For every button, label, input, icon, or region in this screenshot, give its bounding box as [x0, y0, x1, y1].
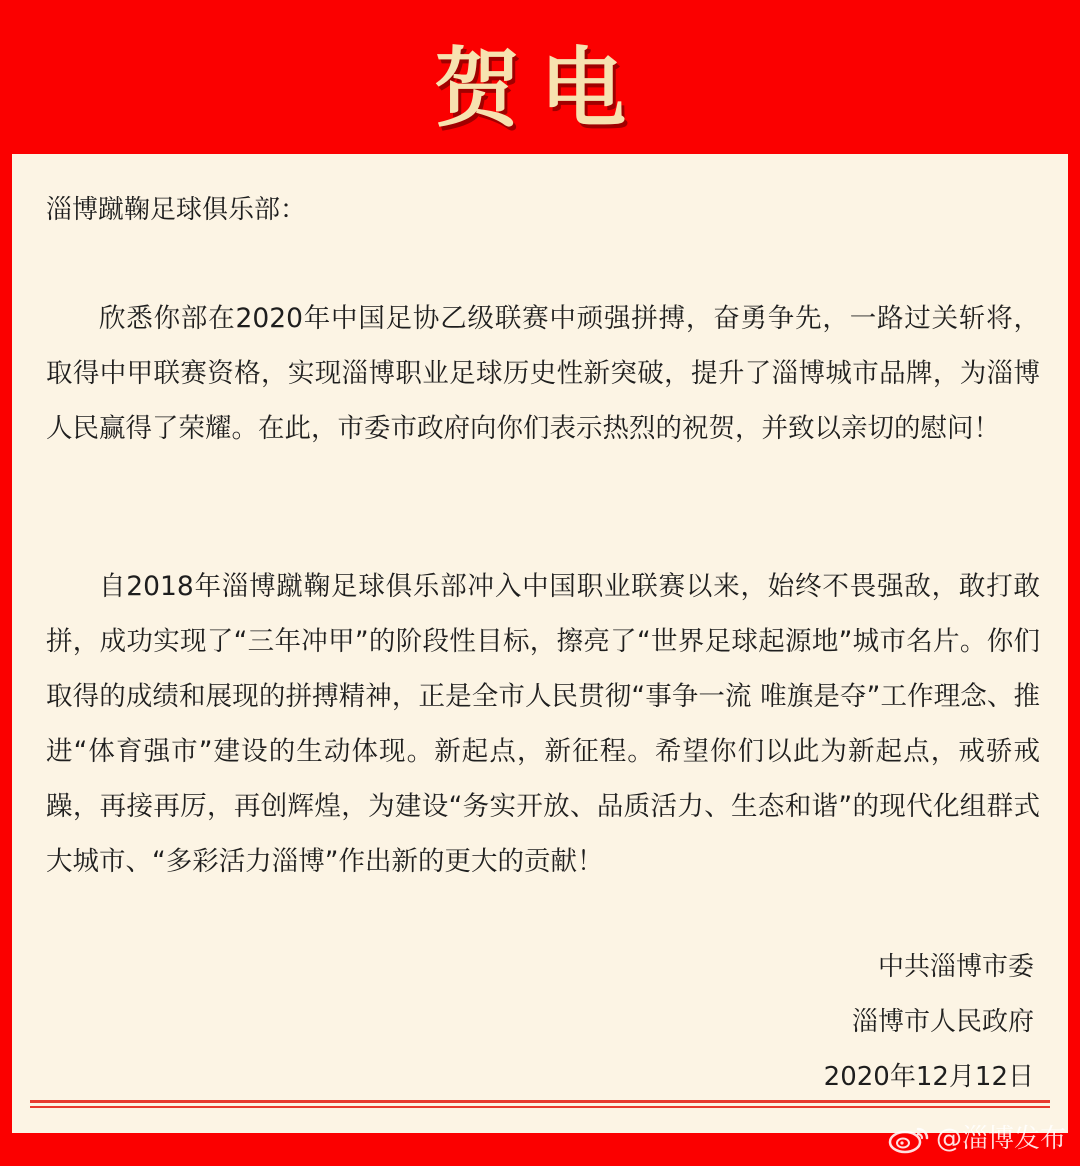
signature-org-government: 淄博市人民政府 [851, 1007, 1034, 1037]
weibo-icon [888, 1124, 930, 1154]
watermark-text: @淄博发布 [935, 1124, 1066, 1154]
signature-date: 2020年12月12日 [823, 1062, 1034, 1092]
page-title: 贺电 [434, 39, 646, 139]
divider-line-bottom [30, 1106, 1050, 1108]
salutation: 淄博蹴鞠足球俱乐部： [46, 195, 307, 225]
signature-org-party-committee: 中共淄博市委 [877, 952, 1034, 982]
paragraph-1: 欣悉你部在2020年中国足协乙级联赛中顽强拼搏，奋勇争先，一路过关斩将，取得中甲联赛资格，实现淄博职业足球历史性新突破，提升了淄博城市品牌，为淄博人民赢得了荣耀。在此，市委市政府向你们表示热烈的祝贺，并致以亲切的慰问！ [46, 303, 1040, 444]
paragraph-2: 自2018年淄博蹴鞠足球俱乐部冲入中国职业联赛以来，始终不畏强敌，敢打敢拼，成功实现了“三年冲甲”的阶段性目标，擦亮了“世界足球起源地”城市名片。你们取得的成绩和展现的拼搏精神，正是全市人民贯彻“事争一流 唯旗是夺”工作理念、推进“体育强市”建设的生动体现。新起点，新征程。希望你们以此为新起点，戒骄戒躁，再接再厉，再创辉煌，为建设“务实开放、品质活力、生态和谐”的现代化组群式大城市、“多彩活力淄博”作出新的更大的贡献！ [46, 571, 1040, 877]
watermark [888, 1124, 1066, 1154]
letter-paper [12, 154, 1068, 1133]
divider-line-top [30, 1100, 1050, 1103]
